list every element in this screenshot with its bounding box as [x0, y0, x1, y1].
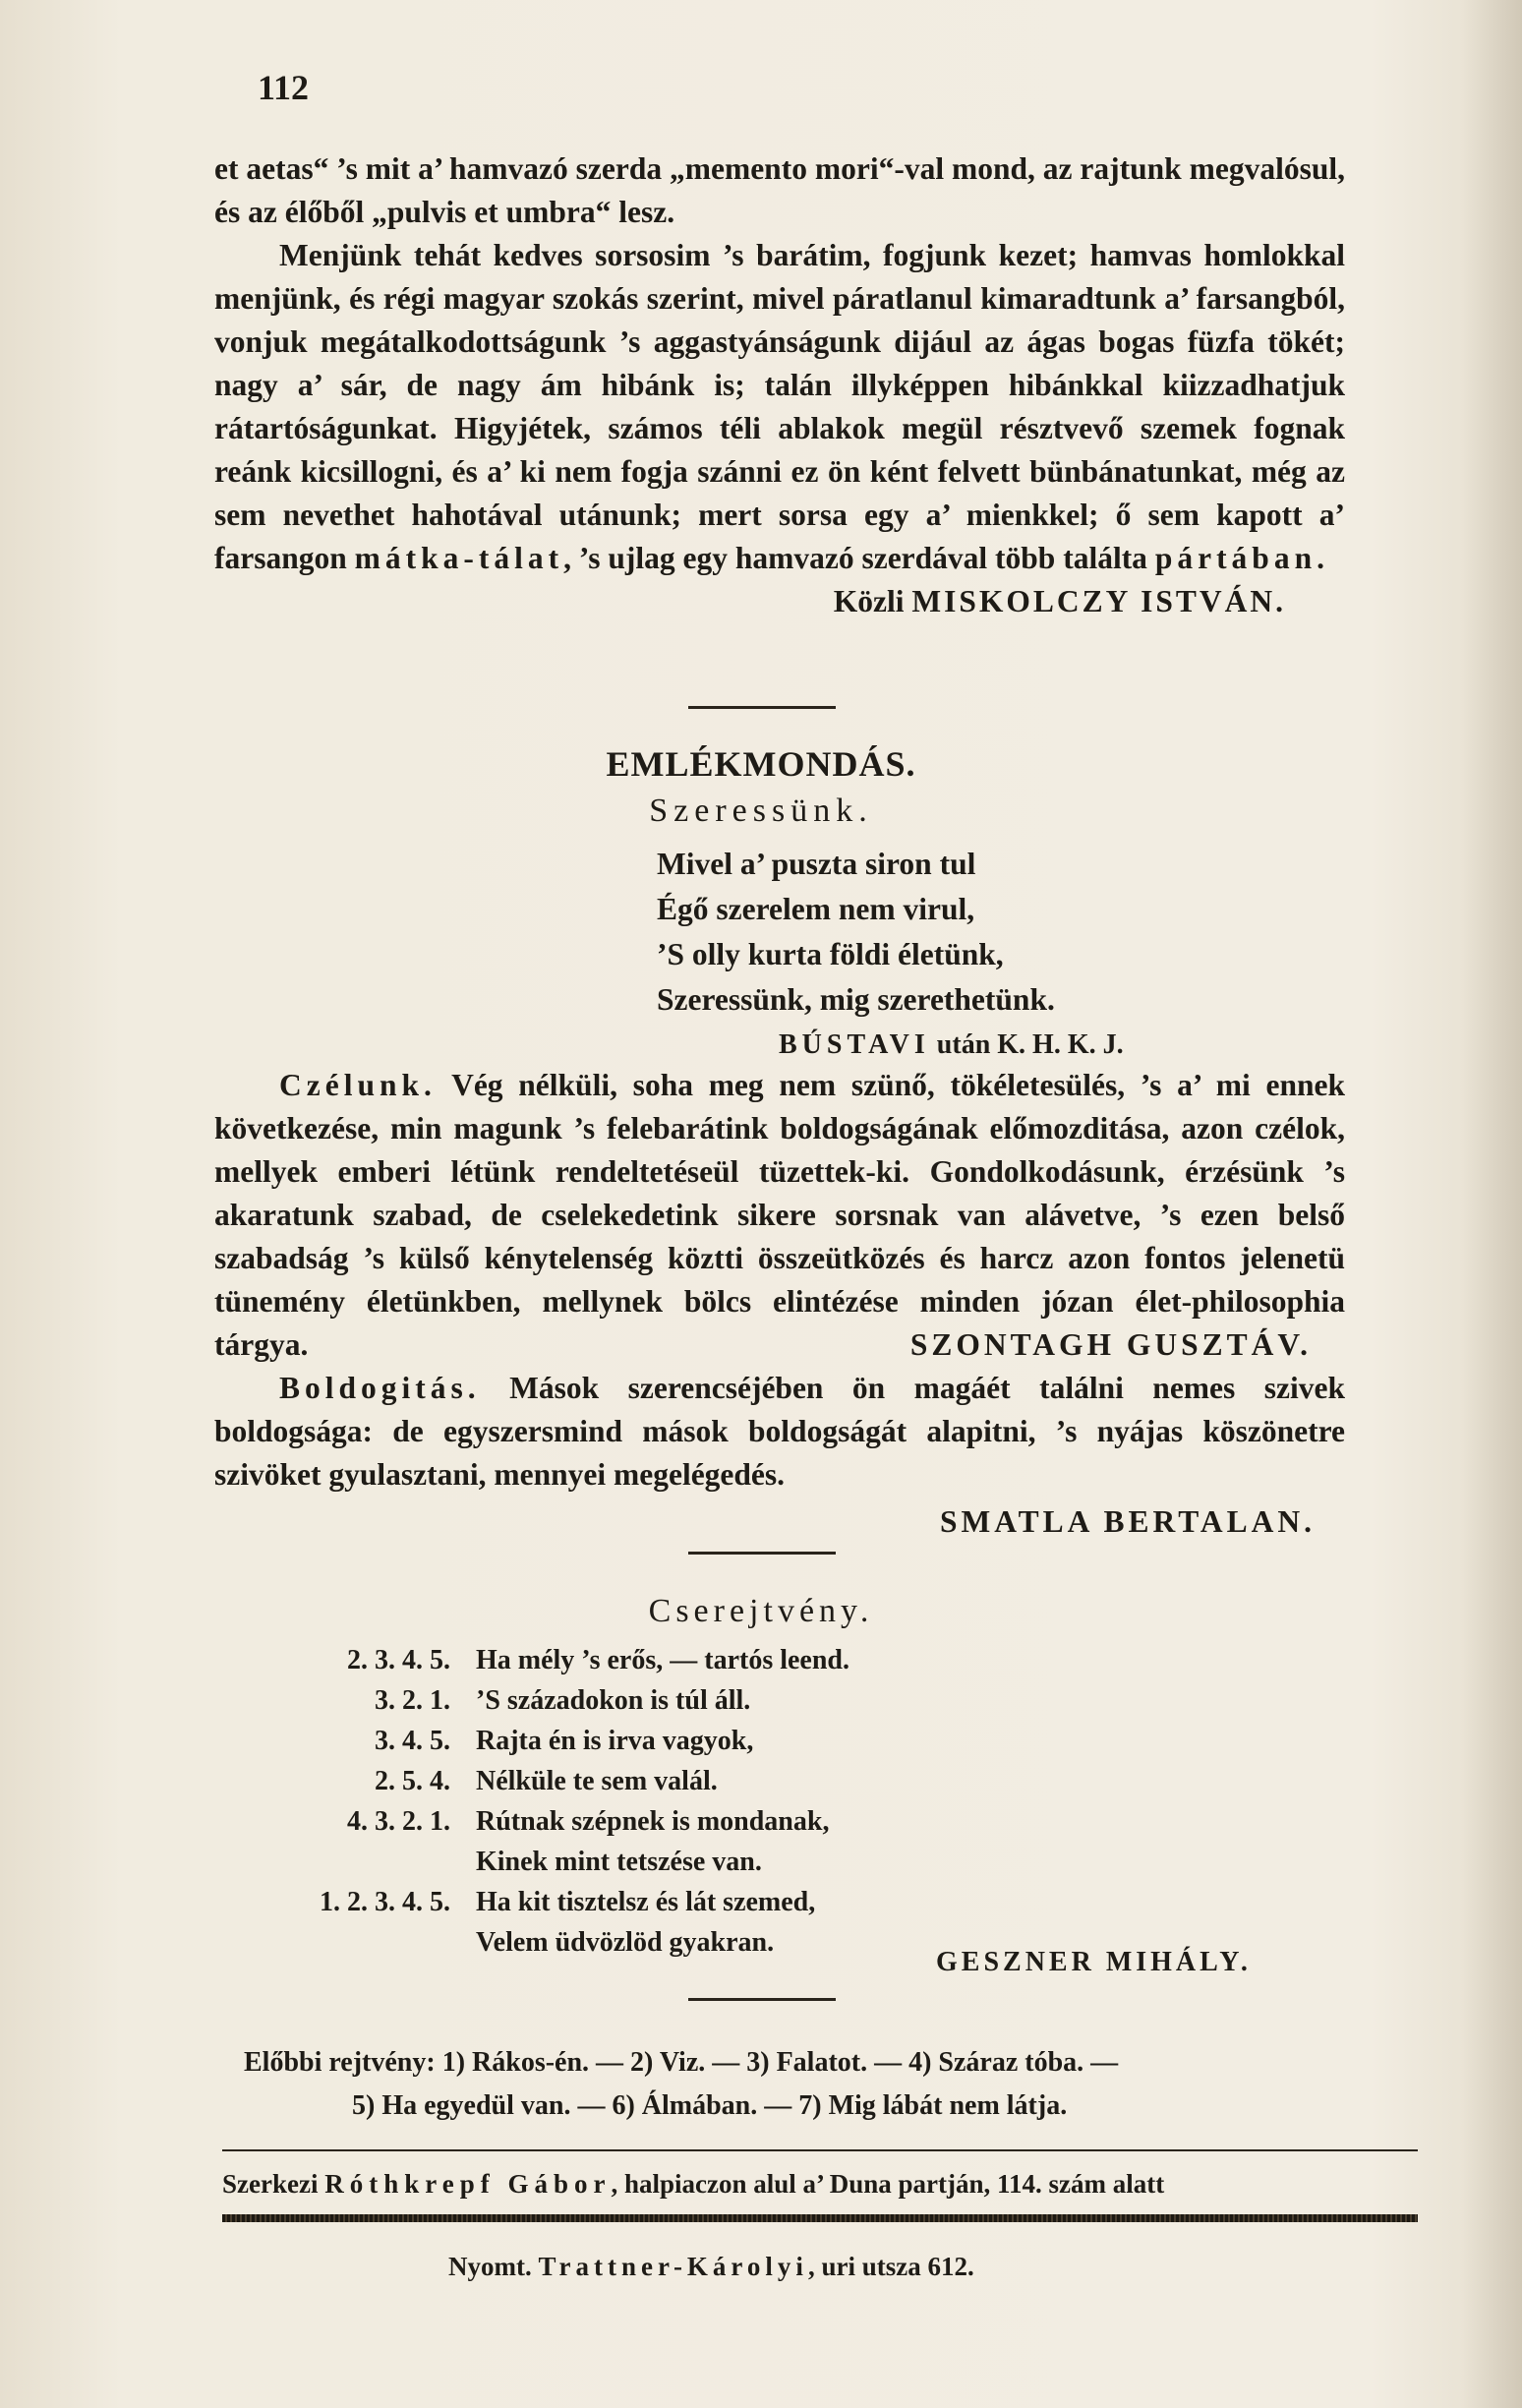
emlekmondas-attribution [779, 1023, 1124, 1068]
imprint-editor-rest: , halpiaczon alul a’ Duna partján, 114. szám alatt [611, 2169, 1165, 2199]
czelunk-signature-name: SZONTAGH GUSZTÁV. [909, 1327, 1312, 1362]
essay-paragraph [214, 234, 1345, 580]
riddle-line: Ha kit tisztelsz és lát szemed, [476, 1887, 816, 1917]
essay-period: . [1317, 541, 1324, 575]
essay-matkatal: mátka-tálat [354, 541, 564, 575]
section-divider-2 [688, 1552, 836, 1555]
essay-signature [214, 580, 1345, 623]
riddle-heading: Cserejtvény. [648, 1593, 874, 1629]
previous-answers-line2: 5) Ha egyedül van. — 6) Álmában. — 7) Mig lábát nem látja. [352, 2090, 1068, 2121]
czelunk-signature [214, 1323, 1345, 1367]
essay-line1: et aetas“ ’s mit a’ hamvazó szerda „memento mori“-val mond, az rajtunk megvalósul, és az élőből „pulvis et umbra“ lesz. [214, 151, 1345, 229]
czelunk-lead: Czélunk. [279, 1068, 437, 1102]
poem-line: Szeressünk, mig szerethetünk. [657, 982, 1055, 1017]
imprint-editor [222, 2169, 1164, 2200]
czelunk-block [214, 1064, 1345, 1367]
boldogitas-text: Mások szerencséjében ön magáét találni nemes szivek boldogsága: de egyszersmind mások boldogságát alapitni, ’s nyájas köszönetre szivöket gyulasztani, mennyei megelégedés. [214, 1371, 1345, 1492]
boldogitas-block [214, 1367, 1345, 1544]
page-gutter-shadow [1463, 0, 1522, 2408]
essay-para2-end: , ’s ujlag egy hamvazó szerdával több találta [563, 541, 1147, 575]
imprint-rule [222, 2149, 1418, 2151]
imprint-printer-name: Trattner-Károlyi [538, 2252, 808, 2281]
section-divider-3 [688, 1998, 836, 2001]
imprint-printer-rest: , uri utsza 612. [807, 2252, 974, 2281]
boldogitas-signature-name: SMATLA BERTALAN. [939, 1504, 1316, 1539]
riddle-nums: 4. 3. 2. 1. [347, 1806, 450, 1837]
riddle-table [295, 1640, 1180, 1963]
section-divider-1 [688, 706, 836, 709]
poem-line: Égő szerelem nem virul, [657, 892, 975, 926]
riddle-nums [295, 1842, 476, 1882]
boldogitas-signature [214, 1500, 1345, 1544]
riddle-row [295, 1842, 1180, 1882]
riddle-nums: 1. 2. 3. 4. 5. [320, 1887, 450, 1917]
riddle-line: Rajta én is irva vagyok, [476, 1726, 754, 1756]
emlekmondas-poem [655, 842, 1055, 1023]
emlekmondas-heading: EMLÉKMONDÁS. [606, 744, 916, 784]
czelunk-paragraph [214, 1064, 1345, 1367]
emlekmondas-subheading: Szeressünk. [649, 793, 873, 829]
riddle-line: Rútnak szépnek is mondanak, [476, 1806, 830, 1837]
riddle-row [295, 1801, 1180, 1842]
riddle-row [295, 1640, 1180, 1680]
essay-para2: Menjünk tehát kedves sorsosim ’s barátim, fogjunk kezet; hamvas homlokkal menjünk, és régi magyar szokás szerint, mivel páratlanul kimaradtunk a’ farsangból, vonjuk megátalkodottságunk ’s aggastyánságunk dijául az ágas bogas füzfa tökét; nagy a’ sár, de nagy ám hibánk is; talán illyképpen hibánkkal kiizzadhatjuk rátartóságunkat. Higyjétek, számos téli ablakok megül résztvevő szemek fognak reánk kicsillogni, és a’ ki nem fogja szánni ez ön ként felvett bünbánatunkat, még az sem nevethet hahotával utánunk; mert sorsa egy a’ mienkkel; ő sem kapott a’ farsangon [214, 238, 1345, 575]
essay-signature-name: MISKOLCZY ISTVÁN. [911, 584, 1286, 618]
riddle-line: Nélküle te sem valál. [476, 1766, 718, 1796]
poem-line: ’S olly kurta földi életünk, [657, 937, 1004, 971]
riddle-nums: 3. 2. 1. [375, 1685, 450, 1716]
previous-answers-line1: Előbbi rejtvény: 1) Rákos-én. — 2) Viz. — 3) Falatot. — 4) Száraz tóba. — [244, 2047, 1119, 2078]
imprint-editor-name: Róthkrepf Gábor [324, 2169, 612, 2199]
essay-signature-prefix: Közli [833, 584, 905, 618]
riddle-signature: GESZNER MIHÁLY. [936, 1947, 1252, 1977]
riddle-line: ’S századokon is túl áll. [476, 1685, 751, 1716]
attribution-name: BÚSTAVI [779, 1029, 930, 1060]
riddle-line: Kinek mint tetszése van. [476, 1847, 762, 1877]
attribution-rest: után K. H. K. J. [936, 1029, 1124, 1060]
essay-partaban: pártában [1154, 541, 1317, 575]
riddle-row [295, 1761, 1180, 1801]
riddle-line: Ha mély ’s erős, — tartós leend. [476, 1645, 849, 1675]
riddle-row [295, 1882, 1180, 1922]
boldogitas-lead: Boldogitás. [279, 1371, 481, 1405]
boldogitas-paragraph [214, 1367, 1345, 1497]
czelunk-text: Vég nélküli, soha meg nem szünő, tökéletesülés, ’s a’ mi ennek következése, min magunk ’s felebarátink boldogságának előmozditása, azon czélok, mellyek emberi létünk rendeltetéseül tüzettek-ki. Gondolkodásunk, érzésünk ’s akaratunk szabad, de cselekedetink sikere sorsnak van alávetve, ’s ezen belső szabadság ’s külső kénytelenség köztti összeütközés és harcz azon fontos jelenetü tünemény életünkben, mellynek bölcs elintézése minden józan élet-philosophia tárgya. [214, 1068, 1345, 1362]
essay-block [214, 147, 1345, 623]
riddle-row [295, 1721, 1180, 1761]
imprint-printer-prefix: Nyomt. [448, 2252, 532, 2281]
riddle-nums [295, 1922, 476, 1963]
poem-line: Mivel a’ puszta siron tul [657, 847, 976, 881]
riddle-nums: 3. 4. 5. [375, 1726, 450, 1756]
riddle-nums: 2. 5. 4. [375, 1766, 450, 1796]
imprint-editor-prefix: Szerkezi [222, 2169, 319, 2199]
page-number: 112 [258, 68, 310, 107]
riddle-row [295, 1680, 1180, 1721]
imprint-band [222, 2214, 1418, 2222]
riddle-nums: 2. 3. 4. 5. [347, 1645, 450, 1675]
imprint-printer [448, 2252, 974, 2282]
riddle-line: Velem üdvözlöd gyakran. [476, 1927, 775, 1958]
